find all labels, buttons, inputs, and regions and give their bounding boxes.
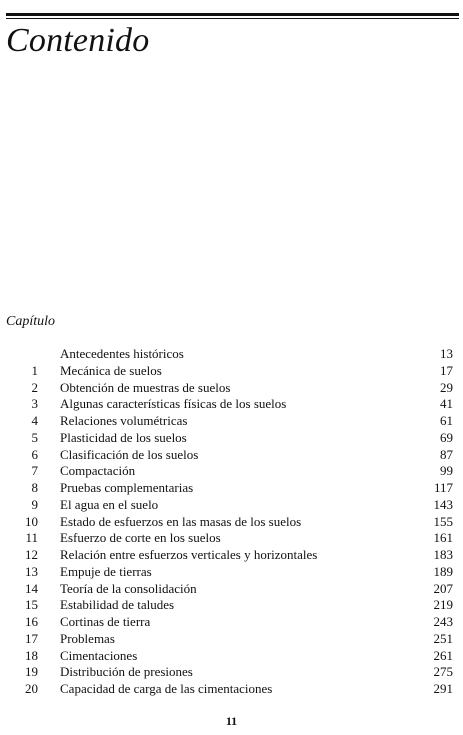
toc-chapter-title: Obtención de muestras de suelos <box>60 379 231 395</box>
chapter-column-heading: Capítulo <box>6 314 56 329</box>
toc-chapter-number: 6 <box>31 446 38 462</box>
toc-row <box>0 614 463 631</box>
toc-chapter-title: El agua en el suelo <box>60 496 159 512</box>
toc-chapter-number: 1 <box>31 362 38 378</box>
toc-chapter-title: Cortinas de tierra <box>60 614 151 629</box>
toc-row <box>0 346 463 363</box>
toc-chapter-title: Pruebas complementarias <box>60 480 194 495</box>
toc-row <box>0 497 463 514</box>
toc-chapter-title: Estabilidad de taludes <box>60 597 175 613</box>
toc-row <box>0 564 463 581</box>
toc-chapter-title: Antecedentes históricos <box>60 346 184 361</box>
toc-chapter-number: 15 <box>25 597 38 613</box>
toc-chapter-number: 13 <box>25 563 38 579</box>
toc-chapter-number: 5 <box>31 429 38 445</box>
toc-chapter-number: 16 <box>25 614 38 629</box>
toc-chapter-title: Clasificación de los suelos <box>60 446 199 462</box>
toc-row <box>0 514 463 531</box>
toc-chapter-title: Compactación <box>60 463 136 479</box>
page-title: Contenido <box>6 22 150 59</box>
toc-row <box>0 530 463 547</box>
top-rule-thin <box>6 18 459 19</box>
toc-page-number: 251 <box>433 630 453 646</box>
toc-page-number: 87 <box>440 446 453 462</box>
toc-page-number: 291 <box>433 681 453 696</box>
toc-chapter-number: 17 <box>25 630 38 646</box>
toc-chapter-title: Mecánica de suelos <box>60 362 162 378</box>
toc-page-number: 29 <box>440 379 453 395</box>
toc-page-number: 219 <box>433 597 453 613</box>
toc-chapter-number: 10 <box>25 513 38 529</box>
toc-chapter-title: Relaciones volumétricas <box>60 413 188 428</box>
toc-row <box>0 664 463 681</box>
toc-chapter-number: 14 <box>25 580 38 596</box>
toc-chapter-title: Cimentaciones <box>60 647 138 663</box>
toc-page-number: 17 <box>440 362 453 378</box>
toc-chapter-number: 20 <box>25 681 38 696</box>
toc-page-number: 41 <box>440 396 453 412</box>
toc-chapter-number: 12 <box>25 547 38 562</box>
toc-row <box>0 363 463 380</box>
toc-row <box>0 447 463 464</box>
toc-row <box>0 396 463 413</box>
toc-chapter-title: Teoría de la consolidación <box>60 580 197 596</box>
toc-chapter-title: Esfuerzo de corte en los suelos <box>60 530 221 546</box>
toc-chapter-title: Relación entre esfuerzos verticales y horizontales <box>60 547 318 562</box>
toc-chapter-number: 18 <box>25 647 38 663</box>
toc-chapter-number: 9 <box>31 496 38 512</box>
toc-page-number: 261 <box>433 647 453 663</box>
toc-page-number: 155 <box>433 513 453 529</box>
toc-row <box>0 463 463 480</box>
toc-page-number: 13 <box>440 346 453 361</box>
toc-chapter-title: Estado de esfuerzos en las masas de los suelos <box>60 513 302 529</box>
toc-page-number: 99 <box>440 463 453 479</box>
toc-chapter-title: Capacidad de carga de las cimentaciones <box>60 681 273 696</box>
toc-row <box>0 648 463 665</box>
page-number: 11 <box>225 714 238 728</box>
toc-row <box>0 430 463 447</box>
toc-page-number: 275 <box>433 664 453 680</box>
toc-page-number: 183 <box>433 547 453 562</box>
toc-row <box>0 597 463 614</box>
toc-row <box>0 413 463 430</box>
toc-page-number: 243 <box>433 614 453 629</box>
toc-page-number: 117 <box>433 480 453 495</box>
toc-chapter-title: Empuje de tierras <box>60 563 152 579</box>
toc-page-number: 207 <box>433 580 453 596</box>
toc-chapter-number: 19 <box>25 664 38 680</box>
toc-row <box>0 681 463 698</box>
toc-chapter-title: Problemas <box>60 630 115 646</box>
toc-page-number: 143 <box>433 496 453 512</box>
toc-row <box>0 480 463 497</box>
toc-row <box>0 631 463 648</box>
toc-chapter-number: 8 <box>31 480 38 495</box>
toc-page-number: 189 <box>433 563 453 579</box>
toc-chapter-number: 4 <box>31 413 38 428</box>
toc-row <box>0 380 463 397</box>
toc-row <box>0 547 463 564</box>
top-rule-thick <box>6 13 459 16</box>
table-of-contents <box>0 346 463 698</box>
toc-chapter-number: 11 <box>25 530 38 546</box>
toc-chapter-title: Plasticidad de los suelos <box>60 429 187 445</box>
toc-page-number: 161 <box>433 530 453 546</box>
toc-chapter-title: Algunas características físicas de los suelos <box>60 396 287 412</box>
toc-chapter-number: 3 <box>31 396 38 412</box>
toc-chapter-title: Distribución de presiones <box>60 664 193 680</box>
toc-row <box>0 581 463 598</box>
toc-page-number: 61 <box>440 413 453 428</box>
toc-page-number: 69 <box>440 429 453 445</box>
toc-chapter-number: 2 <box>31 379 38 395</box>
toc-chapter-number: 7 <box>31 463 38 479</box>
